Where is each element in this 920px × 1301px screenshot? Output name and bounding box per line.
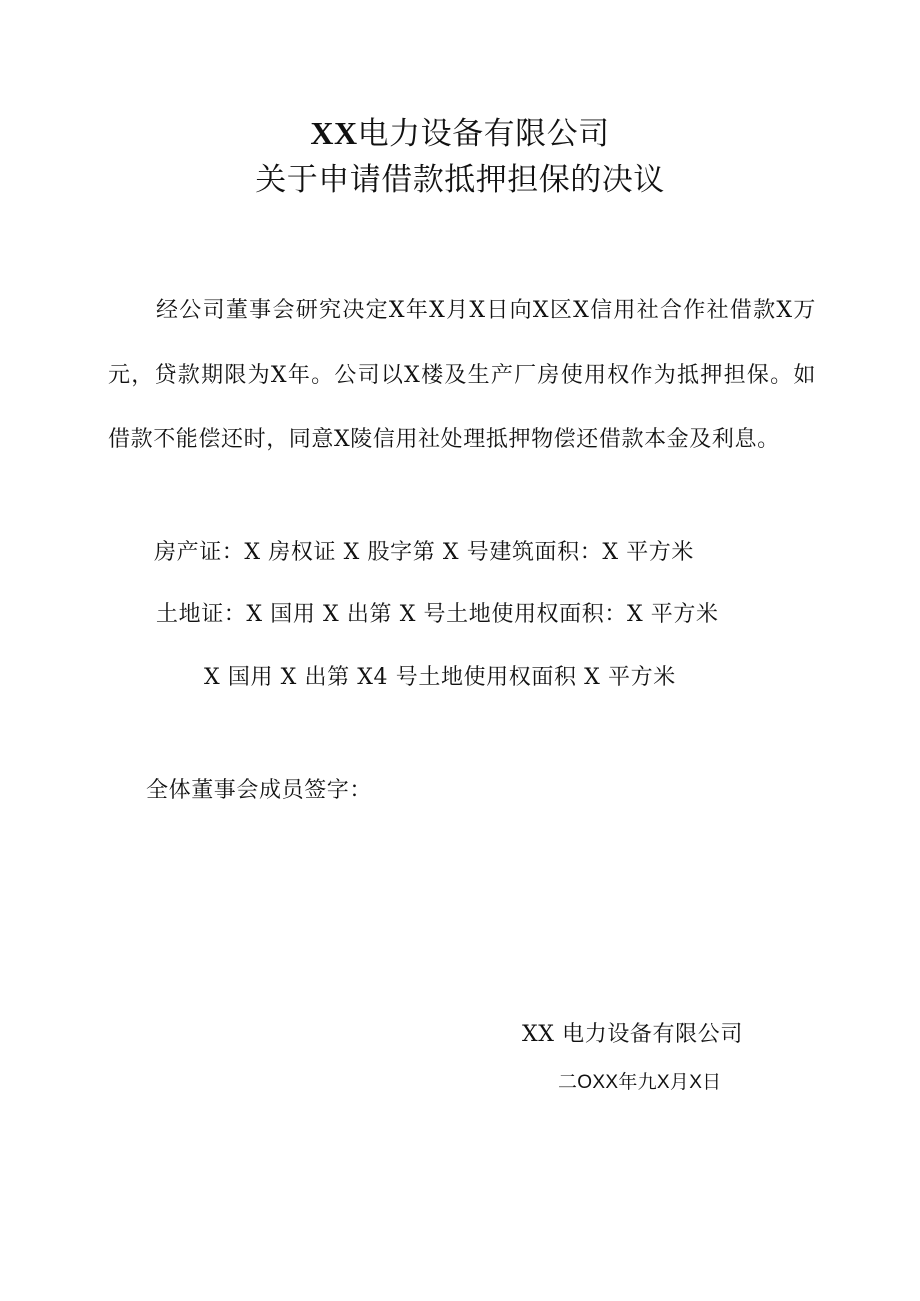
company-abbrev: XX (310, 115, 358, 151)
footer-company-name: XX 电力设备有限公司 (522, 1022, 743, 1047)
footer-date: 二OXX年九X月X日 (558, 1072, 722, 1093)
company-name: 电力设备有限公司 (357, 116, 610, 152)
land-certificate-line-2: X 国用 X 出第 X4 号土地使用权面积 X 平方米 (204, 665, 676, 690)
land-certificate-line-1: 土地证：X 国用 X 出第 X 号土地使用权面积：X 平方米 (156, 602, 719, 627)
resolution-paragraph: 经公司董事会研究决定X年X月X日向X区X信用社合作社借款X万元，贷款期限为X年。公司以X楼及生产厂房使用权作为抵押担保。如借款不能偿还时，同意X陵信用社处理抵押物偿还借款本金及利息。 (108, 298, 816, 452)
property-certificate-line: 房产证：X 房权证 X 股字第 X 号建筑面积：X 平方米 (154, 540, 695, 565)
document-title-subject: 关于申请借款抵押担保的决议 (255, 162, 665, 198)
signature-label: 全体董事会成员签字： (146, 778, 373, 803)
document-title-company (0, 113, 920, 154)
